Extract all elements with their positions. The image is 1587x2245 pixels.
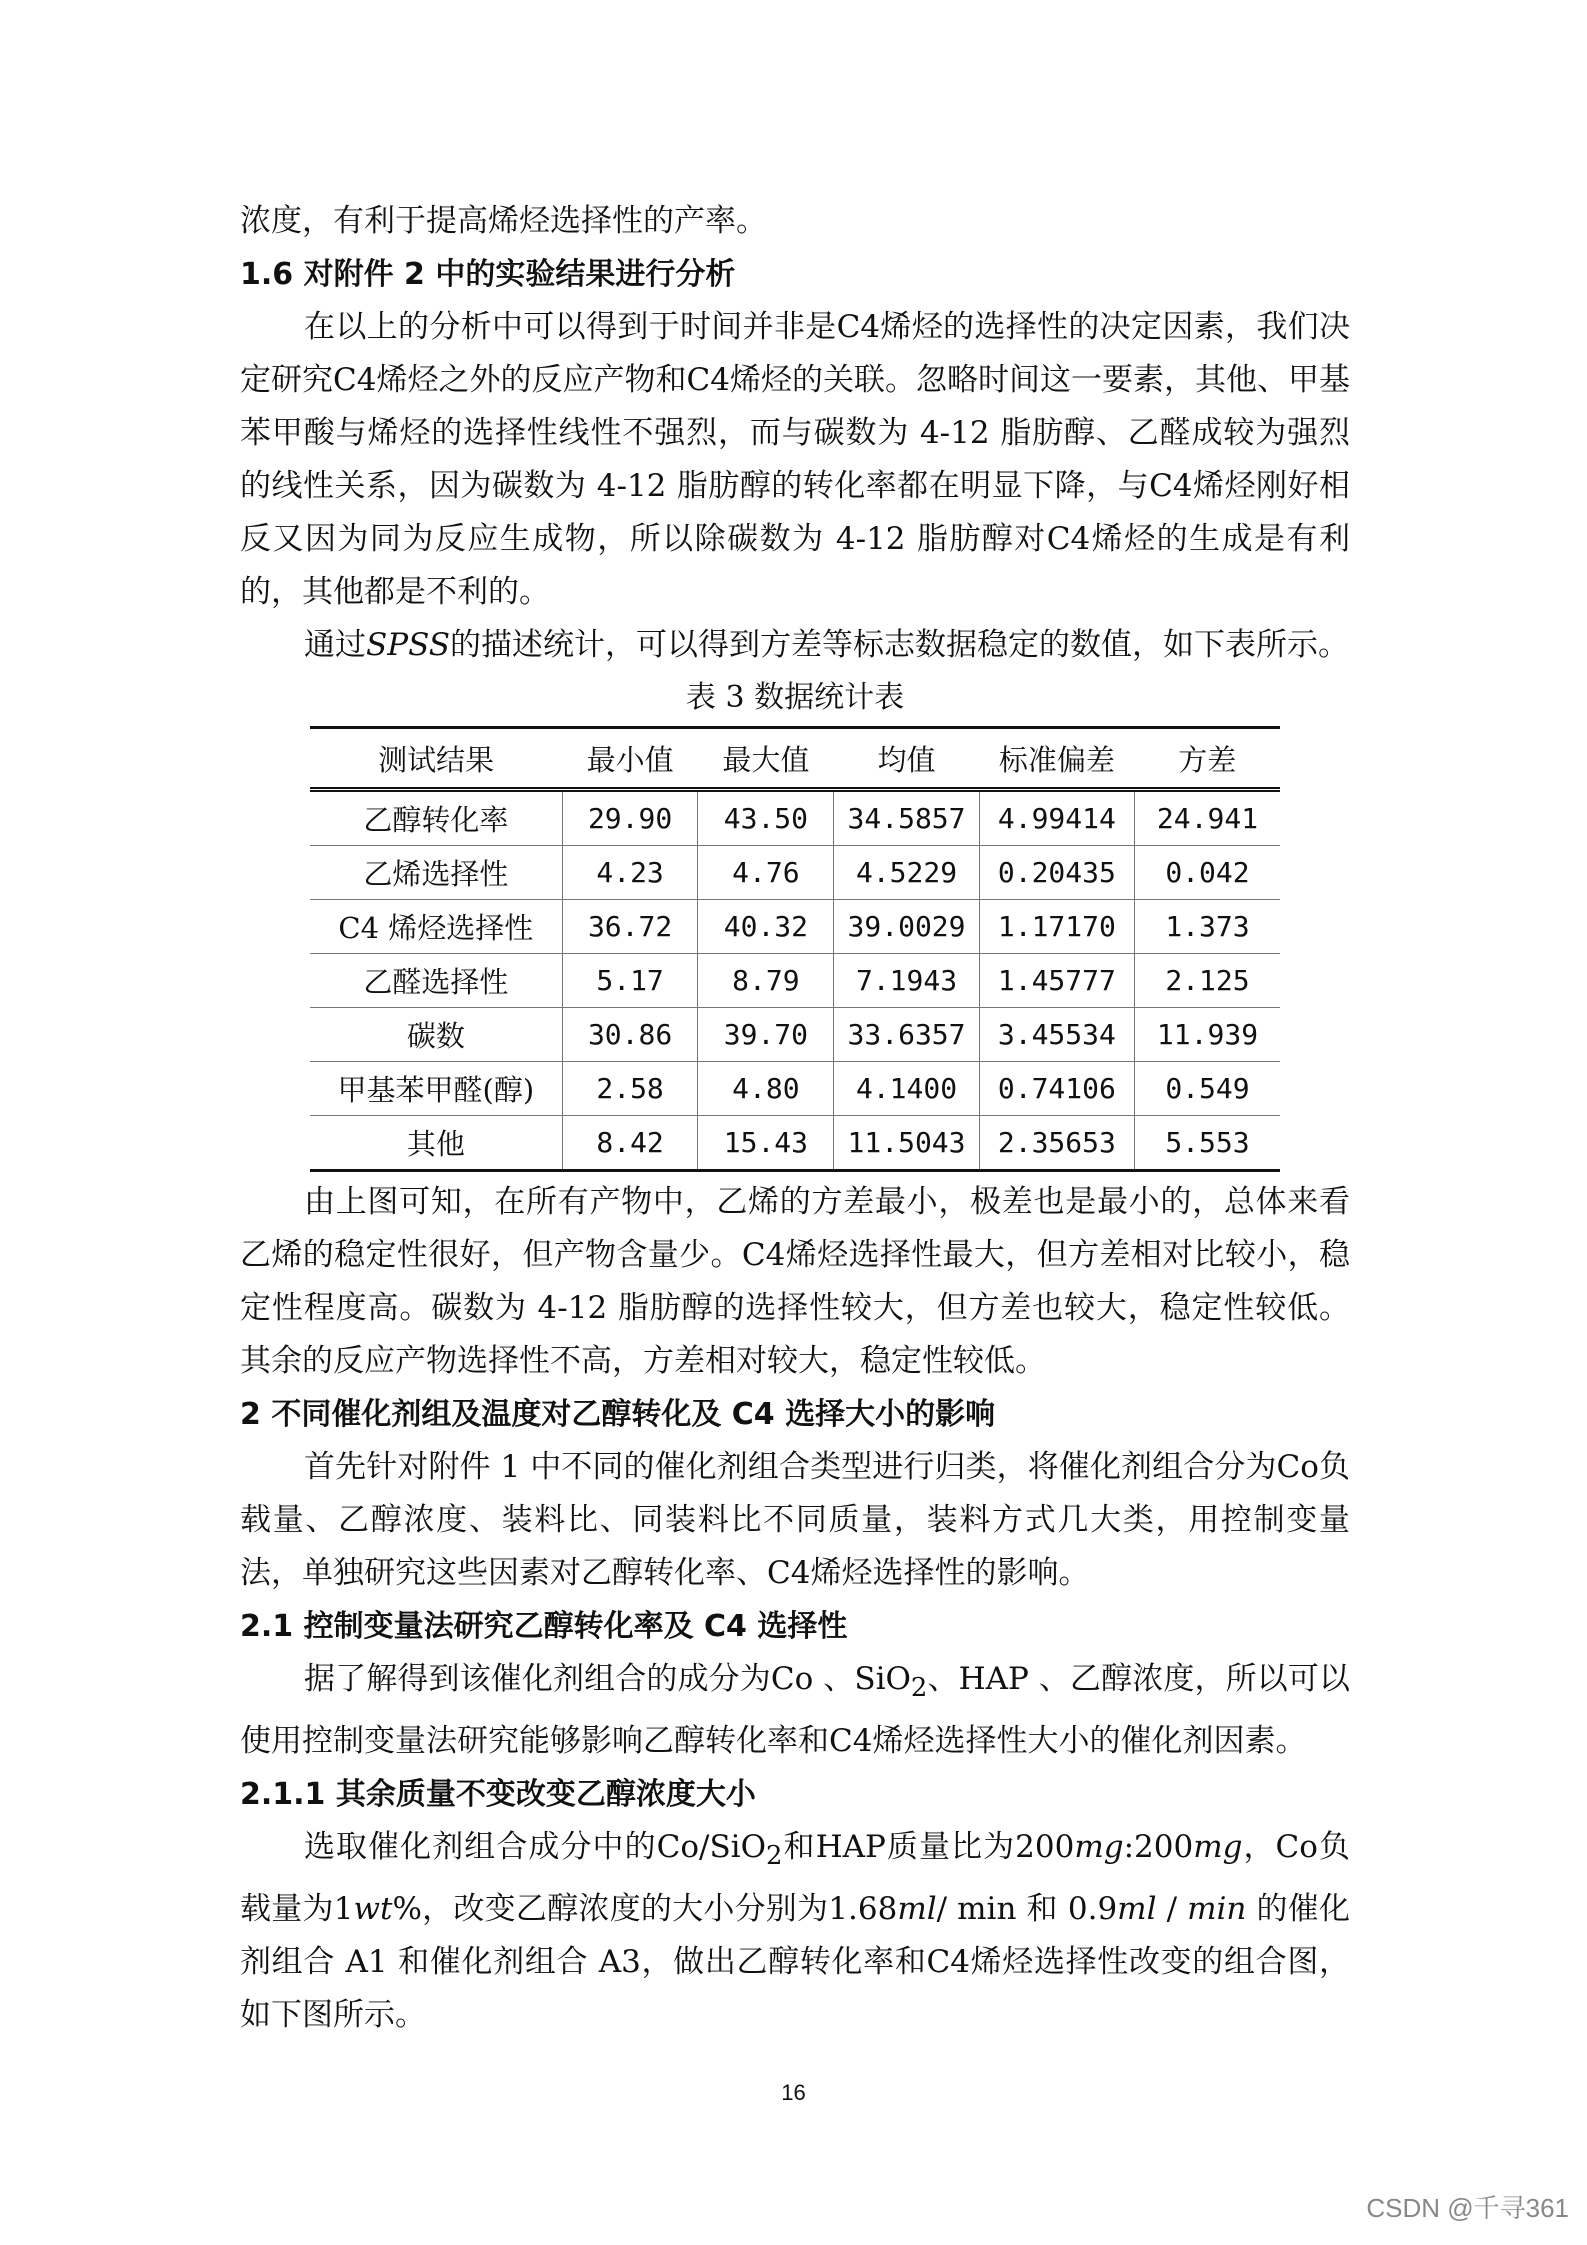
row-label: 甲基苯甲醛(醇) [310,1062,562,1116]
text: %，改变乙醇浓度的大小分别为1.68 [392,1891,898,1928]
cell: 1.45777 [979,954,1134,1008]
watermark: CSDN @千寻361 [1366,2193,1569,2223]
col-header: 最大值 [698,728,834,790]
subscript: 2 [766,1841,783,1872]
cell: 43.50 [698,790,834,846]
col-header: 测试结果 [310,728,562,790]
section-heading-2-1: 2.1 控制变量法研究乙醇转化率及 C4 选择性 [240,1609,848,1644]
text: 、HAP 、乙醇浓度，所以可以使用控制变量法研究能够影响乙醇转化率和C4烯烃选择性大小的催化剂因素。 [240,1661,1350,1760]
cell: 4.1400 [834,1062,980,1116]
table-header-row [310,728,1280,790]
paragraph-continuation: 浓度，有利于提高烯烃选择性的产率。 [240,203,767,239]
cell: 33.6357 [834,1008,980,1062]
paragraph-catalyst-components [240,1653,1350,1768]
col-header: 最小值 [562,728,698,790]
cell: 4.23 [562,846,698,900]
page-body [240,195,1350,2042]
paragraph-catalyst-grouping: 首先针对附件 1 中不同的催化剂组合类型进行归类，将催化剂组合分为Co负载量、乙醇浓度、装料比、同装料比不同质量，装料方式几大类，用控制变量法，单独研究这些因素对乙醇转化率、C4烯烃选择性的影响。 [240,1449,1350,1591]
cell: 40.32 [698,900,834,954]
text: ，Co负载量为1 [240,1829,1350,1928]
paragraph-analysis: 在以上的分析中可以得到于时间并非是C4烯烃的选择性的决定因素，我们决定研究C4烯烃之外的反应产物和C4烯烃的关联。忽略时间这一要素，其他、甲基苯甲酸与烯烃的选择性线性不强烈，而与碳数为 4-12 脂肪醇、乙醛成较为强烈的线性关系，因为碳数为 4-12 脂肪醇的转化率都在明显下降，与C4烯烃刚好相反又因为同为反应生成物，所以除碳数为 4-12 脂肪醇对C4烯烃的生成是有利的，其他都是不利的。 [240,309,1350,610]
table-row [310,1008,1280,1062]
cell: 0.74106 [979,1062,1134,1116]
cell: 29.90 [562,790,698,846]
cell: 39.70 [698,1008,834,1062]
text: 和HAP质量比为200 [782,1829,1075,1866]
table-row [310,1062,1280,1116]
row-label: C4 烯烃选择性 [310,900,562,954]
cell: 24.941 [1134,790,1280,846]
cell: 0.549 [1134,1062,1280,1116]
col-header: 方差 [1134,728,1280,790]
cell: 0.042 [1134,846,1280,900]
unit: mg [1193,1829,1243,1866]
cell: 4.80 [698,1062,834,1116]
cell: 1.373 [1134,900,1280,954]
cell: 5.553 [1134,1116,1280,1171]
cell: 30.86 [562,1008,698,1062]
cell: 11.5043 [834,1116,980,1171]
cell: 3.45534 [979,1008,1134,1062]
table-row [310,790,1280,846]
unit: ml [1117,1891,1157,1928]
row-label: 乙醛选择性 [310,954,562,1008]
text: :200 [1123,1829,1194,1866]
section-heading-1-6: 1.6 对附件 2 中的实验结果进行分析 [240,257,736,292]
cell: 4.99414 [979,790,1134,846]
text: 选取催化剂组合成分中的Co/SiO [304,1829,767,1866]
cell: 5.17 [562,954,698,1008]
cell: 2.35653 [979,1116,1134,1171]
cell: 7.1943 [834,954,980,1008]
stats-table-wrapper [310,726,1280,1172]
page-number: 16 [781,2080,806,2105]
cell: 4.76 [698,846,834,900]
cell: 34.5857 [834,790,980,846]
cell: 8.42 [562,1116,698,1171]
stats-table [310,726,1280,1172]
cell: 1.17170 [979,900,1134,954]
table-row [310,900,1280,954]
cell: 36.72 [562,900,698,954]
spss-term: SPSS [366,627,451,663]
cell: 15.43 [698,1116,834,1171]
cell: 4.5229 [834,846,980,900]
cell: 2.125 [1134,954,1280,1008]
paragraph-concentration-change [240,1821,1350,2042]
row-label: 乙醇转化率 [310,790,562,846]
cell: 11.939 [1134,1008,1280,1062]
text: 通过 [304,627,366,663]
table-row [310,1116,1280,1171]
table-row [310,954,1280,1008]
text: / min 和 0.9 [936,1891,1118,1928]
cell: 2.58 [562,1062,698,1116]
table-caption: 表 3 数据统计表 [685,680,905,715]
table-row [310,846,1280,900]
paragraph-spss [240,619,1350,672]
subscript: 2 [910,1673,928,1704]
cell: 0.20435 [979,846,1134,900]
unit: ml [897,1891,937,1928]
unit: min [1187,1891,1247,1928]
paragraph-table-discussion: 由上图可知，在所有产物中，乙烯的方差最小，极差也是最小的，总体来看乙烯的稳定性很好，但产物含量少。C4烯烃选择性最大，但方差相对比较小，稳定性程度高。碳数为 4-12 脂肪醇的选择性较大，但方差也较大，稳定性较低。其余的反应产物选择性不高，方差相对较大，稳定性较低。 [240,1184,1350,1379]
row-label: 碳数 [310,1008,562,1062]
row-label: 其他 [406,1127,465,1161]
cell: 8.79 [698,954,834,1008]
section-heading-2: 2 不同催化剂组及温度对乙醇转化及 C4 选择大小的影响 [240,1397,996,1432]
text: 的描述统计，可以得到方差等标志数据稳定的数值，如下表所示。 [450,627,1350,663]
unit: mg [1074,1829,1124,1866]
unit: wt [353,1891,393,1928]
section-heading-2-1-1: 2.1.1 其余质量不变改变乙醇浓度大小 [240,1777,756,1813]
col-header: 均值 [834,728,980,790]
col-header: 标准偏差 [979,728,1134,790]
cell: 39.0029 [834,900,980,954]
text: / [1156,1891,1188,1928]
text: 据了解得到该催化剂组合的成分为Co 、SiO [304,1661,911,1697]
text: 的催化剂组合 A1 和催化剂组合 A3，做出乙醇转化率和C4烯烃选择性改变的组合图，如下图所示。 [240,1891,1350,2034]
row-label: 乙烯选择性 [310,846,562,900]
